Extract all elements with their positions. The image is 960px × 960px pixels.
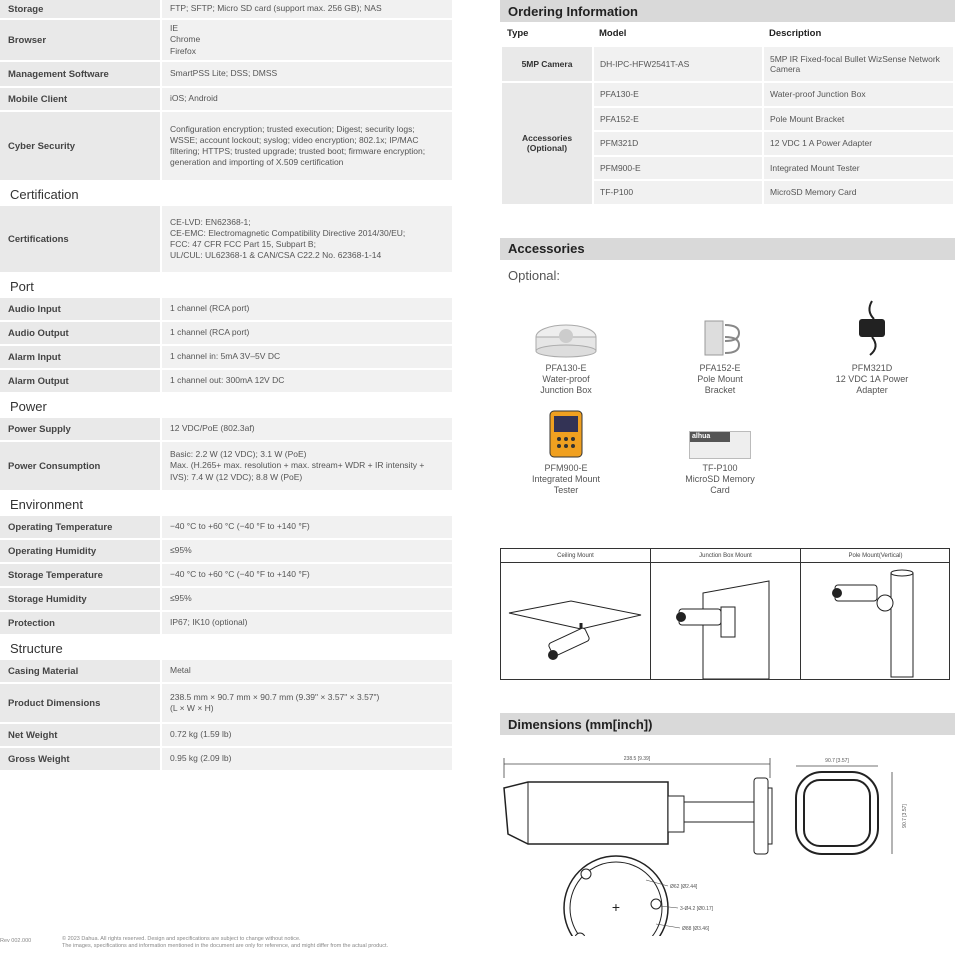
description-header: Description xyxy=(763,22,954,46)
mount-label: Pole Mount(Vertical) xyxy=(801,549,950,563)
spec-value-line: Firefox xyxy=(170,45,196,56)
spec-value xyxy=(162,298,452,320)
spec-label: Product Dimensions xyxy=(0,684,160,722)
length-dimension: 238.5 [9.39] xyxy=(623,756,651,762)
spec-value xyxy=(162,564,452,586)
spec-row xyxy=(0,62,452,88)
accessory-line2: Adapter xyxy=(856,385,888,395)
section-title: Power xyxy=(10,398,47,414)
pole-mount-icon xyxy=(695,315,745,359)
spec-value-line: iOS; Android xyxy=(170,93,218,104)
spec-row xyxy=(0,516,452,540)
description-cell: MicroSD Memory Card xyxy=(763,180,954,205)
mount-label: Ceiling Mount xyxy=(501,549,650,563)
spec-value xyxy=(162,0,452,18)
spec-row xyxy=(0,88,452,112)
accessory-model: PFA152-E xyxy=(699,362,741,373)
spec-label: Operating Humidity xyxy=(0,540,160,562)
spec-row xyxy=(0,418,452,442)
accessory-model: TF-P100 xyxy=(702,462,738,473)
spec-value xyxy=(162,442,452,490)
description-cell: Water-proof Junction Box xyxy=(763,82,954,107)
right-column xyxy=(500,0,955,533)
junction-box-icon xyxy=(533,319,599,359)
junction-box-mount-panel xyxy=(651,549,801,679)
table-row xyxy=(501,82,954,107)
spec-label: Browser xyxy=(0,20,160,60)
microsd-card-icon xyxy=(689,431,751,459)
spec-value xyxy=(162,684,452,722)
model-cell: TF-P100 xyxy=(593,180,763,205)
accessory-pfa130 xyxy=(506,297,626,397)
accessories-type-cell: Accessories (Optional) xyxy=(501,82,593,205)
spec-value-line: (L × W × H) xyxy=(170,703,214,713)
spec-value-line: 0.72 kg (1.59 lb) xyxy=(170,729,232,740)
accessory-line2: Tester xyxy=(553,485,579,495)
width-dimension: 90.7 [3.57] xyxy=(825,758,849,764)
hole-dimension-1: Ø62 [Ø2.44] xyxy=(670,884,698,890)
spec-value xyxy=(162,418,452,440)
accessories-grid xyxy=(500,283,955,533)
pole-mount-diagram-icon xyxy=(801,563,950,679)
mount-label: Junction Box Mount xyxy=(651,549,800,563)
ordering-title: Ordering Information xyxy=(500,0,955,22)
spec-label: Management Software xyxy=(0,62,160,86)
spec-row xyxy=(0,112,452,182)
pole-mount-panel xyxy=(801,549,950,679)
accessory-model: PFA130-E xyxy=(545,362,587,373)
model-cell: PFA152-E xyxy=(593,107,763,132)
ceiling-mount-panel xyxy=(501,549,651,679)
spec-value-line: −40 °C to +60 °C (−40 °F to +140 °F) xyxy=(170,521,310,532)
accessory-model: PFM900-E xyxy=(544,462,588,473)
spec-value xyxy=(162,370,452,392)
spec-label: Cyber Security xyxy=(0,112,160,180)
specs-column xyxy=(0,0,452,772)
spec-label: Casing Material xyxy=(0,660,160,682)
spec-value-line: ≤95% xyxy=(170,593,192,604)
spec-value xyxy=(162,346,452,368)
description-cell: Integrated Mount Tester xyxy=(763,156,954,181)
accessory-tfp100 xyxy=(660,409,780,497)
section-title: Port xyxy=(10,278,34,294)
spec-value-line: ≤95% xyxy=(170,545,192,556)
spec-label: Mobile Client xyxy=(0,88,160,110)
spec-row xyxy=(0,298,452,322)
spec-row xyxy=(0,564,452,588)
spec-value xyxy=(162,660,452,682)
ceiling-mount-icon xyxy=(501,563,650,679)
spec-value xyxy=(162,612,452,634)
section-title: Certification xyxy=(10,186,79,202)
spec-value-line: UL/CUL: UL62368-1 & CAN/CSA C22.2 No. 62368-1-14 xyxy=(170,250,382,261)
accessory-line1: Water-proof xyxy=(542,373,590,384)
spec-value-line: Max. (H.265+ max. resolution + max. stream+ WDR + IR intensity + IVS): 7.4 W (12 VDC); 8.8 W (PoE) xyxy=(170,460,425,482)
spec-value-line: Basic: 2.2 W (12 VDC); 3.1 W (PoE) xyxy=(170,449,307,460)
spec-label: Power Supply xyxy=(0,418,160,440)
spec-value-line: Configuration encryption; trusted execution; Digest; security logs; WSSE; account lockout; syslog; video encryption; 802.1x; IP/MAC filtering; HTTPS; trusted upgrade; trusted boot; firmware encryption; generation and importing of X.509 certification xyxy=(170,123,426,168)
spec-row xyxy=(0,0,452,20)
spec-row xyxy=(0,748,452,772)
spec-value xyxy=(162,516,452,538)
revision-number: Rev 002.000 xyxy=(0,938,32,944)
ordering-header-row xyxy=(501,22,954,46)
spec-value-line: SmartPSS Lite; DSS; DMSS xyxy=(170,68,278,79)
spec-row xyxy=(0,684,452,724)
spec-value-line: 1 channel out: 300mA 12V DC xyxy=(170,375,285,386)
spec-value-line: IP67; IK10 (optional) xyxy=(170,617,248,628)
svg-text:+: + xyxy=(611,899,621,915)
mount-diagrams xyxy=(500,548,950,680)
accessory-model: PFM321D xyxy=(851,362,893,373)
model-cell: PFM900-E xyxy=(593,156,763,181)
model-cell: PFA130-E xyxy=(593,82,763,107)
spec-value-line: Chrome xyxy=(170,34,201,45)
model-cell: PFM321D xyxy=(593,131,763,156)
camera-desc-cell: 5MP IR Fixed-focal Bullet WizSense Network Camera xyxy=(763,46,954,82)
description-cell: 12 VDC 1 A Power Adapter xyxy=(763,131,954,156)
card-brand: alhua xyxy=(690,432,730,442)
spec-label: Storage xyxy=(0,0,160,18)
spec-value xyxy=(162,88,452,110)
copyright-line: © 2023 Dahua. All rights reserved. Design and specifications are subject to change without notice. xyxy=(62,936,301,942)
spec-value-line: FTP; SFTP; Micro SD card (support max. 256 GB); NAS xyxy=(170,3,382,14)
spec-label: Certifications xyxy=(0,206,160,272)
section-title: Environment xyxy=(10,496,83,512)
spec-value-line: 1 channel (RCA port) xyxy=(170,303,250,314)
accessory-pfa152 xyxy=(660,297,780,397)
accessory-line2: Bracket xyxy=(704,385,736,395)
spec-value xyxy=(162,20,452,60)
spec-label: Alarm Output xyxy=(0,370,160,392)
spec-value-line: 238.5 mm × 90.7 mm × 90.7 mm (9.39" × 3.57" × 3.57") xyxy=(170,691,380,702)
spec-value-line: 0.95 kg (2.09 lb) xyxy=(170,753,232,764)
spec-row xyxy=(0,612,452,636)
dimensions-title: Dimensions (mm[inch]) xyxy=(500,713,955,735)
spec-row xyxy=(0,322,452,346)
section-title: Structure xyxy=(10,640,63,656)
spec-label: Audio Input xyxy=(0,298,160,320)
type-header: Type xyxy=(501,22,593,46)
accessory-line1: MicroSD Memory xyxy=(685,473,755,484)
spec-label: Power Consumption xyxy=(0,442,160,490)
spec-row xyxy=(0,442,452,492)
spec-row xyxy=(0,370,452,394)
spec-label: Storage Humidity xyxy=(0,588,160,610)
spec-row xyxy=(0,206,452,274)
spec-label: Gross Weight xyxy=(0,748,160,770)
accessory-line1: Pole Mount xyxy=(697,373,743,384)
spec-label: Audio Output xyxy=(0,322,160,344)
spec-value xyxy=(162,588,452,610)
spec-row xyxy=(0,588,452,612)
spec-row xyxy=(0,346,452,370)
spec-row xyxy=(0,20,452,62)
model-header: Model xyxy=(593,22,763,46)
spec-value-line: FCC: 47 CFR FCC Part 15, Subpart B; xyxy=(170,239,316,249)
disclaimer-line: The images, specifications and information mentioned in the document are only for reference, and might differ from the actual product. xyxy=(62,943,389,950)
spec-value xyxy=(162,206,452,272)
spec-value xyxy=(162,112,452,180)
spec-value-line: −40 °C to +60 °C (−40 °F to +140 °F) xyxy=(170,569,310,580)
spec-value xyxy=(162,322,452,344)
spec-value-line: CE-LVD: EN62368-1; xyxy=(170,216,251,227)
accessory-pfm321d xyxy=(812,283,932,397)
spec-value-line: Metal xyxy=(170,665,191,676)
optional-label: Optional: xyxy=(508,267,561,283)
spec-label: Operating Temperature xyxy=(0,516,160,538)
spec-label: Protection xyxy=(0,612,160,634)
power-adapter-icon xyxy=(847,299,897,359)
accessory-line2: Card xyxy=(710,485,730,495)
spec-label: Net Weight xyxy=(0,724,160,746)
spec-label: Alarm Input xyxy=(0,346,160,368)
camera-model-cell: DH-IPC-HFW2541T-AS xyxy=(593,46,763,82)
ordering-table xyxy=(500,22,955,206)
spec-value-line: 1 channel (RCA port) xyxy=(170,327,250,338)
hole-dimension-2: 3-Ø4.2 [Ø0.17] xyxy=(680,906,714,912)
dimensions-drawing xyxy=(500,748,955,936)
spec-row xyxy=(0,724,452,748)
spec-value-line: IE xyxy=(170,23,179,34)
spec-value xyxy=(162,748,452,770)
height-dimension: 90.7 [3.57] xyxy=(902,804,908,828)
table-row xyxy=(501,46,954,82)
spec-label: Storage Temperature xyxy=(0,564,160,586)
spec-value-line: 1 channel in: 5mA 3V–5V DC xyxy=(170,351,281,362)
camera-type-cell: 5MP Camera xyxy=(501,46,593,82)
accessory-line1: Integrated Mount xyxy=(531,473,601,484)
accessory-line2: Junction Box xyxy=(540,385,592,395)
spec-value xyxy=(162,540,452,562)
spec-value xyxy=(162,62,452,86)
mount-tester-icon xyxy=(546,409,586,459)
accessory-pfm900 xyxy=(506,409,626,497)
spec-row xyxy=(0,540,452,564)
spec-value-line: CE-EMC: Electromagnetic Compatibility Directive 2014/30/EU; xyxy=(170,227,406,238)
spec-value-line: 12 VDC/PoE (802.3af) xyxy=(170,423,255,434)
junction-mount-icon xyxy=(651,563,800,679)
accessories-title: Accessories xyxy=(500,238,955,260)
description-cell: Pole Mount Bracket xyxy=(763,107,954,132)
spec-row xyxy=(0,660,452,684)
hole-dimension-3: Ø88 [Ø3.46] xyxy=(682,926,710,932)
spec-value xyxy=(162,724,452,746)
accessory-line1: 12 VDC 1A Power xyxy=(835,373,909,384)
